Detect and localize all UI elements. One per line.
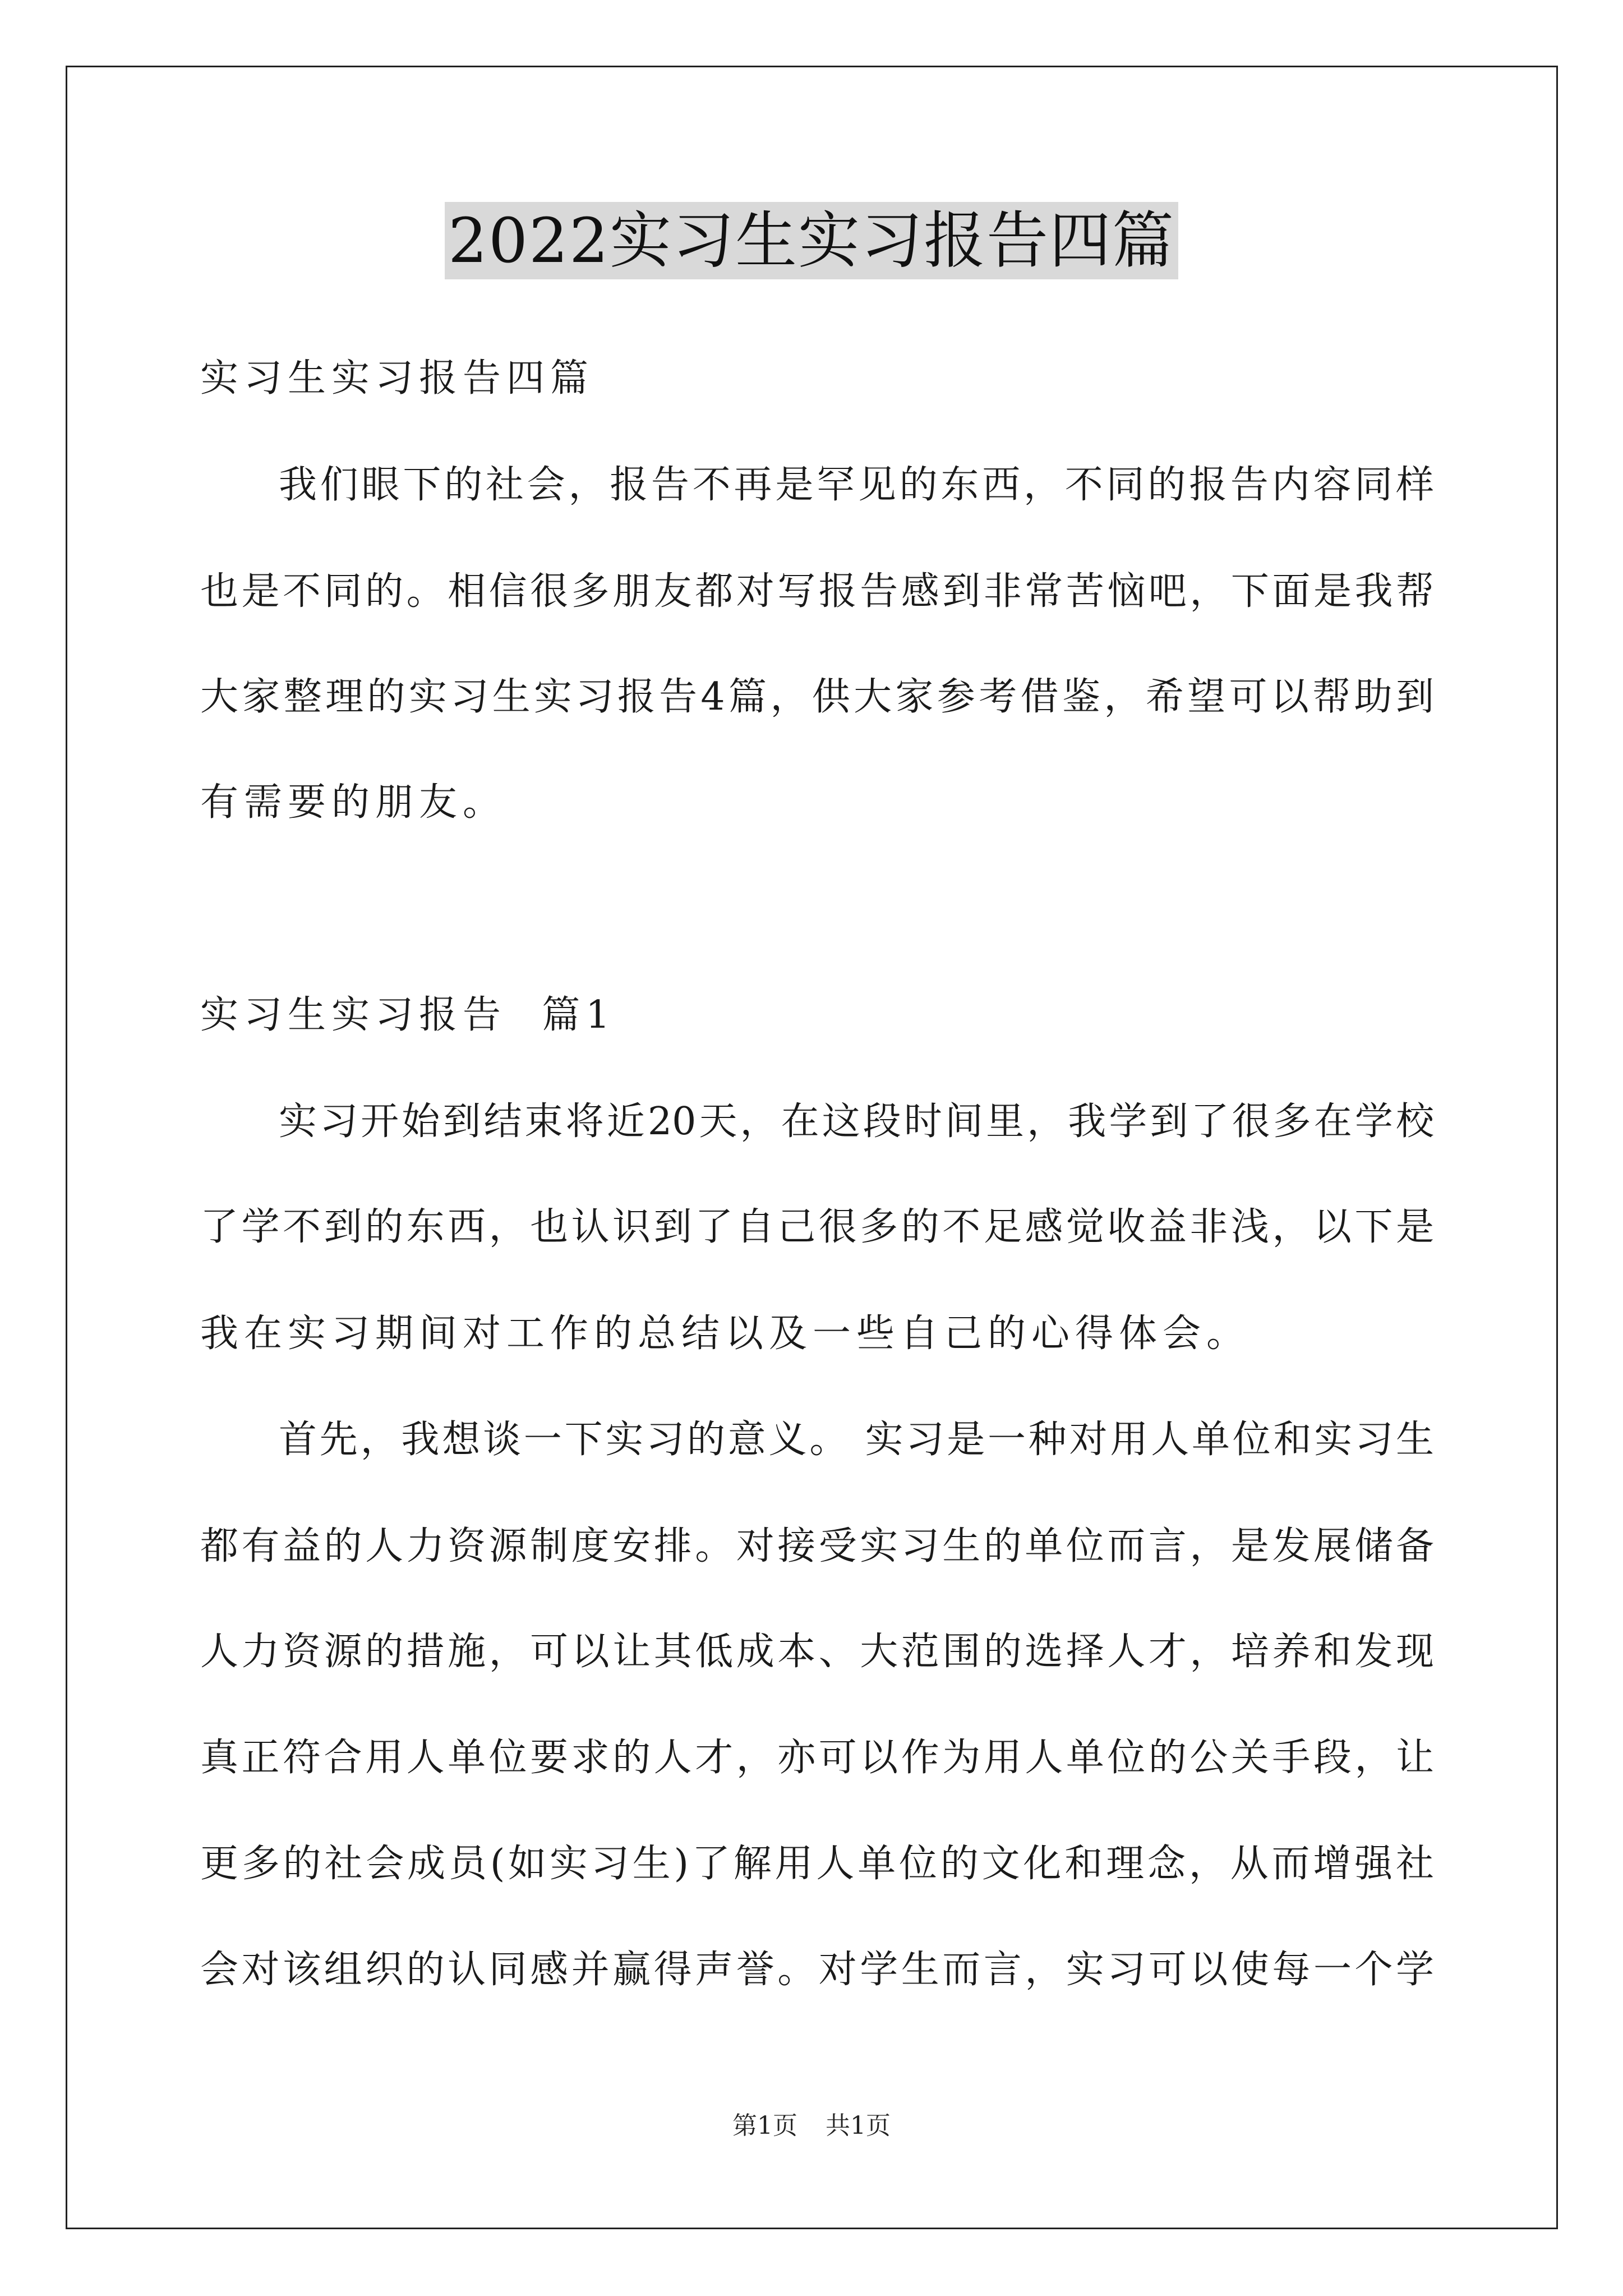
intro-line-1: 我们眼下的社会，报告不再是罕见的东西，不同的报告内容同样	[279, 463, 1434, 507]
intro-line-2: 也是不同的。相信很多朋友都对写报告感到非常苦恼吧，下面是我帮	[200, 569, 1434, 614]
page-total: 共1页	[826, 2111, 891, 2140]
intro-line-4: 有需要的朋友。	[200, 780, 507, 825]
section-heading: 实习生实习报告 篇1	[200, 993, 616, 1037]
section1-para2-line-4: 真正符合用人单位要求的人才，亦可以作为用人单位的公关手段，让	[200, 1736, 1434, 1780]
section1-para1-line-3: 我在实习期间对工作的总结以及一些自己的心得体会。	[200, 1312, 1251, 1356]
section1-para1-line-1: 实习开始到结束将近20天，在这段时间里，我学到了很多在学校	[279, 1099, 1434, 1144]
document-title: 2022实习生实习报告四篇	[445, 202, 1178, 279]
title-container	[0, 202, 1623, 279]
section1-para2-line-1: 首先，我想谈一下实习的意义。 实习是一种对用人单位和实习生	[279, 1418, 1434, 1462]
intro-line-3: 大家整理的实习生实习报告4篇，供大家参考借鉴，希望可以帮助到	[200, 675, 1434, 719]
section1-para2-line-6: 会对该组织的认同感并赢得声誉。对学生而言，实习可以使每一个学	[200, 1948, 1434, 1992]
page-footer	[0, 2109, 1623, 2143]
section1-para2-line-2: 都有益的人力资源制度安排。对接受实习生的单位而言，是发展储备	[200, 1524, 1434, 1568]
section1-para2-line-5: 更多的社会成员(如实习生)了解用人单位的文化和理念，从而增强社	[200, 1842, 1434, 1886]
page-number: 第1页	[732, 2111, 797, 2140]
section1-para1-line-2: 了学不到的东西，也认识到了自己很多的不足感觉收益非浅，以下是	[200, 1205, 1434, 1249]
section1-para2-line-3: 人力资源的措施，可以让其低成本、大范围的选择人才，培养和发现	[200, 1630, 1434, 1674]
document-subtitle: 实习生实习报告四篇	[200, 356, 594, 401]
